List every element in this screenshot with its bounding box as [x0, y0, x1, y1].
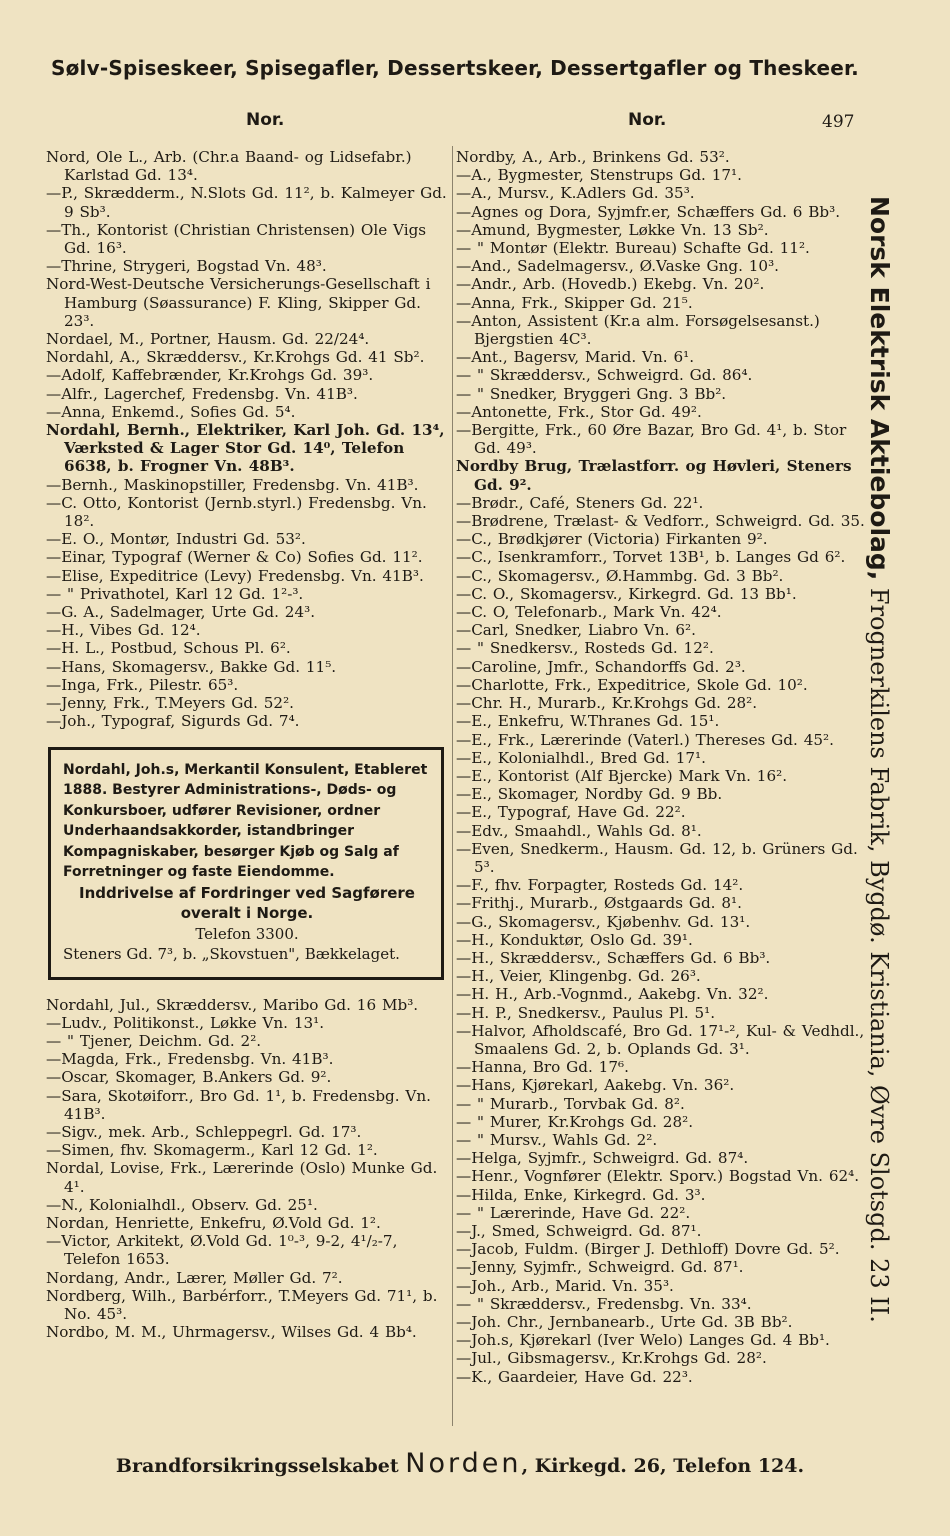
vertical-side-advert — [862, 196, 896, 1323]
list-item: —C., Brødkjører (Victoria) Firkanten 9². — [456, 530, 768, 549]
list-item: — " Murer, Kr.Krohgs Gd. 28². — [456, 1112, 694, 1131]
top-advert-banner: Sølv-Spiseskeer, Spisegafler, Dessertskeer, Dessertgafler og Theskeer. — [51, 56, 859, 80]
list-item: —Anna, Enkemd., Sofies Gd. 5⁴. — [46, 402, 296, 421]
list-item: —K., Gaardeier, Have Gd. 22³. — [456, 1367, 693, 1386]
list-item-bold: Nordahl, Bernh., Elektriker, Karl Joh. Gd. 13⁴, Værksted & Lager Stor Gd. 14⁰, Telefon 6638, b. Frogner Vn. 48B³. — [46, 421, 445, 476]
right-column — [456, 148, 866, 1386]
list-item: —Joh. Chr., Jernbanearb., Urte Gd. 3B Bb². — [456, 1313, 793, 1331]
list-item: —Simen, fhv. Skomagerm., Karl 12 Gd. 1². — [46, 1141, 378, 1160]
list-item: —H., Vibes Gd. 12⁴. — [46, 621, 201, 640]
list-item: —Adolf, Kaffebrænder, Kr.Krohgs Gd. 39³. — [46, 366, 374, 385]
list-item: — " Snedkersv., Rosteds Gd. 12². — [456, 639, 714, 658]
list-item: —Hans, Skomagersv., Bakke Gd. 11⁵. — [46, 657, 337, 676]
list-item: —Alfr., Lagerchef, Fredensbg. Vn. 41B³. — [46, 384, 358, 403]
list-item: —Bergitte, Frk., 60 Øre Bazar, Bro Gd. 4¹, b. Stor Gd. 49³. — [456, 421, 847, 458]
list-item: — " Tjener, Deichm. Gd. 2². — [46, 1031, 262, 1050]
advertisement-box — [48, 747, 444, 980]
list-item: —Jacob, Fuldm. (Birger J. Dethloff) Dovre Gd. 5². — [456, 1240, 840, 1259]
list-item: Nord-West-Deutsche Versicherungs-Gesellschaft i Hamburg (Søassurance) F. Kling, Skipper Gd. 23³. — [46, 275, 431, 330]
list-item: —Jul., Gibsmagersv., Kr.Krohgs Gd. 28². — [456, 1349, 767, 1368]
left-column-heading: Nor. — [246, 110, 285, 130]
list-item: — " Murarb., Torvbak Gd. 8². — [456, 1094, 685, 1113]
page-number: 497 — [822, 112, 855, 132]
list-item: —Oscar, Skomager, B.Ankers Gd. 9². — [46, 1068, 332, 1087]
list-item: —H., Veier, Klingenbg. Gd. 26³. — [456, 967, 701, 986]
list-item: —E., Enkefru, W.Thranes Gd. 15¹. — [456, 712, 720, 731]
list-item: —Thrine, Strygeri, Bogstad Vn. 48³. — [46, 257, 327, 276]
list-item: Nordan, Henriette, Enkefru, Ø.Vold Gd. 1². — [46, 1213, 381, 1232]
list-item: Nordby, A., Arb., Brinkens Gd. 53². — [456, 148, 730, 166]
footer-suffix: , Kirkegd. 26, Telefon 124. — [521, 1455, 805, 1477]
list-item: —Antonette, Frk., Stor Gd. 49². — [456, 402, 702, 421]
list-item: —Magda, Frk., Fredensbg. Vn. 41B³. — [46, 1050, 334, 1069]
list-item: —Halvor, Afholdscafé, Bro Gd. 17¹-², Kul- & Vedhdl., Smaalens Gd. 2, b. Oplands Gd. 3¹. — [456, 1021, 865, 1058]
list-item: —Even, Snedkerm., Hausm. Gd. 12, b. Grüners Gd. 5³. — [456, 839, 858, 876]
list-item: — " Montør (Elektr. Bureau) Schafte Gd. 11². — [456, 239, 810, 258]
list-item: — " Mursv., Wahls Gd. 2². — [456, 1130, 658, 1149]
list-item: Nord, Ole L., Arb. (Chr.a Baand- og Lidsefabr.) Karlstad Gd. 13⁴. — [46, 148, 412, 185]
list-item: —G. A., Sadelmager, Urte Gd. 24³. — [46, 603, 316, 622]
list-item: —C., Isenkramforr., Torvet 13B¹, b. Langes Gd 6². — [456, 548, 846, 567]
column-divider — [452, 146, 453, 1426]
list-item: —N., Kolonialhdl., Observ. Gd. 25¹. — [46, 1195, 318, 1214]
list-item: —Anna, Frk., Skipper Gd. 21⁵. — [456, 293, 693, 312]
list-item: —Joh.s, Kjørekarl (Iver Welo) Langes Gd. 4 Bb¹. — [456, 1331, 830, 1350]
list-item: —Caroline, Jmfr., Schandorffs Gd. 2³. — [456, 657, 746, 676]
list-item: —H., Skræddersv., Schæffers Gd. 6 Bb³. — [456, 948, 771, 967]
list-item: —H. L., Postbud, Schous Pl. 6². — [46, 639, 291, 658]
list-item: —F., fhv. Forpagter, Rosteds Gd. 14². — [456, 876, 744, 895]
list-item: —Jenny, Syjmfr., Schweigrd. Gd. 87¹. — [456, 1258, 744, 1277]
list-item: Nordal, Lovise, Frk., Lærerinde (Oslo) Munke Gd. 4¹. — [46, 1159, 438, 1196]
list-item: —Brødrene, Trælast- & Vedforr., Schweigrd. Gd. 35. — [456, 512, 865, 531]
list-item: —C. Otto, Kontorist (Jernb.styrl.) Fredensbg. Vn. 18². — [46, 493, 427, 531]
list-item: —A., Bygmester, Stenstrups Gd. 17¹. — [456, 166, 742, 185]
list-item: Nordberg, Wilh., Barbérforr., T.Meyers Gd. 71¹, b. No. 45³. — [46, 1286, 438, 1323]
list-item: —Elise, Expeditrice (Levy) Fredensbg. Vn. 41B³. — [46, 566, 424, 585]
list-item: —Charlotte, Frk., Expeditrice, Skole Gd. 10². — [456, 675, 808, 694]
advertisement-body: Nordahl, Joh.s, Merkantil Konsulent, Etableret 1888. Bestyrer Administrations-, Døds- og Konkursboer, udfører Revisioner, ordner Underhaandsakkorder, istandbringer Kompagniskaber, besørger Kjøb og Salg af Forretninger og faste Eiendomme. — [63, 761, 428, 880]
list-item: —C. O, Telefonarb., Mark Vn. 42⁴. — [456, 603, 722, 622]
footer-prefix: Brandforsikringsselskabet — [115, 1455, 399, 1477]
list-item: —Henr., Vognfører (Elektr. Sporv.) Bogstad Vn. 62⁴. — [456, 1167, 860, 1186]
bottom-advert-banner — [40, 1448, 880, 1479]
list-item: Nordahl, Jul., Skræddersv., Maribo Gd. 16 Mb³. — [46, 995, 419, 1014]
list-item: — " Snedker, Bryggeri Gng. 3 Bb². — [456, 384, 727, 403]
list-item: —Joh., Typograf, Sigurds Gd. 7⁴. — [46, 712, 300, 731]
list-item-bold: Nordby Brug, Trælastforr. og Høvleri, Steners Gd. 9². — [456, 457, 852, 494]
list-item: —Ludv., Politikonst., Løkke Vn. 13¹. — [46, 1013, 325, 1032]
list-item: —Andr., Arb. (Hovedb.) Ekebg. Vn. 20². — [456, 275, 765, 294]
list-item: —Sigv., mek. Arb., Schleppegrl. Gd. 17³. — [46, 1122, 362, 1141]
list-item: —E., Kolonialhdl., Bred Gd. 17¹. — [456, 748, 706, 767]
list-item: Nordahl, A., Skræddersv., Kr.Krohgs Gd. 41 Sb². — [46, 348, 425, 367]
list-item: —Einar, Typograf (Werner & Co) Sofies Gd. 11². — [46, 548, 423, 567]
list-item: —Carl, Snedker, Liabro Vn. 6². — [456, 621, 696, 640]
footer-company-name: Norden — [405, 1448, 522, 1479]
list-item: —Ant., Bagersv, Marid. Vn. 6¹. — [456, 348, 695, 367]
list-item: Nordbo, M. M., Uhrmagersv., Wilses Gd. 4 Bb⁴. — [46, 1323, 417, 1342]
list-item: —Anton, Assistent (Kr.a alm. Forsøgelsesanst.) Bjergstien 4C³. — [456, 311, 820, 349]
list-item: —Victor, Arkitekt, Ø.Vold Gd. 1⁰-³, 9-2, 4¹/₂-7, Telefon 1653. — [46, 1232, 398, 1269]
list-item: —H., Konduktør, Oslo Gd. 39¹. — [456, 930, 693, 949]
list-item: — " Lærerinde, Have Gd. 22². — [456, 1203, 691, 1222]
list-item: —Brødr., Café, Steners Gd. 22¹. — [456, 493, 704, 512]
list-item: —E., Typograf, Have Gd. 22². — [456, 803, 686, 822]
list-item: —Chr. H., Murarb., Kr.Krohgs Gd. 28². — [456, 694, 758, 713]
advertisement-collection-line: Inddrivelse af Fordringer ved Sagførere overalt i Norge. — [79, 883, 415, 922]
list-item: —E., Frk., Lærerinde (Vaterl.) Thereses Gd. 45². — [456, 730, 834, 749]
side-advert-company: Norsk Elektrisk Aktiebolag, — [865, 196, 894, 581]
list-item: —H. H., Arb.-Vognmd., Aakebg. Vn. 32². — [456, 985, 769, 1004]
list-item: —Th., Kontorist (Christian Christensen) Ole Vigs Gd. 16³. — [46, 220, 427, 258]
list-item: Nordang, Andr., Lærer, Møller Gd. 7². — [46, 1268, 343, 1287]
list-item: —E. O., Montør, Industri Gd. 53². — [46, 530, 306, 549]
list-item: —Sara, Skotøiforr., Bro Gd. 1¹, b. Fredensbg. Vn. 41B³. — [46, 1086, 432, 1123]
list-item: —Edv., Smaahdl., Wahls Gd. 8¹. — [456, 821, 702, 840]
list-item: — " Privathotel, Karl 12 Gd. 1²-³. — [46, 584, 304, 603]
list-item: —P., Skrædderm., N.Slots Gd. 11², b. Kalmeyer Gd. 9 Sb³. — [46, 184, 447, 221]
list-item: —Helga, Syjmfr., Schweigrd. Gd. 87⁴. — [456, 1149, 749, 1168]
list-item: —J., Smed, Schweigrd. Gd. 87¹. — [456, 1221, 702, 1240]
list-item: —G., Skomagersv., Kjøbenhv. Gd. 13¹. — [456, 912, 751, 931]
list-item: —H. P., Snedkersv., Paulus Pl. 5¹. — [456, 1003, 716, 1022]
list-item: —Agnes og Dora, Syjmfr.er, Schæffers Gd. 6 Bb³. — [456, 202, 841, 221]
list-item: Nordael, M., Portner, Hausm. Gd. 22/24⁴. — [46, 330, 370, 349]
list-item: —Bernh., Maskinopstiller, Fredensbg. Vn. 41B³. — [46, 475, 419, 494]
list-item: —Jenny, Frk., T.Meyers Gd. 52². — [46, 694, 294, 713]
advertisement-address: Steners Gd. 7³, b. „Skovstuen", Bækkelaget. — [63, 945, 400, 963]
list-item: — " Skræddersv., Schweigrd. Gd. 86⁴. — [456, 366, 753, 385]
list-item: — " Skræddersv., Fredensbg. Vn. 33⁴. — [456, 1294, 752, 1313]
list-item: —C., Skomagersv., Ø.Hammbg. Gd. 3 Bb². — [456, 566, 784, 585]
list-item: —Frithj., Murarb., Østgaards Gd. 8¹. — [456, 894, 742, 913]
list-item: —Hilda, Enke, Kirkegrd. Gd. 3³. — [456, 1185, 706, 1204]
list-item: —Joh., Arb., Marid. Vn. 35³. — [456, 1276, 674, 1295]
left-column — [46, 148, 450, 1341]
list-item: —Hanna, Bro Gd. 17⁶. — [456, 1058, 629, 1077]
advertisement-phone: Telefon 3300. — [195, 924, 299, 943]
list-item: —And., Sadelmagersv., Ø.Vaske Gng. 10³. — [456, 257, 780, 276]
list-item: —C. O., Skomagersv., Kirkegrd. Gd. 13 Bb¹. — [456, 584, 797, 603]
list-item: —Amund, Bygmester, Løkke Vn. 13 Sb². — [456, 220, 769, 239]
list-item: —A., Mursv., K.Adlers Gd. 35³. — [456, 184, 695, 203]
list-item: —E., Skomager, Nordby Gd. 9 Bb. — [456, 785, 723, 804]
list-item: —Hans, Kjørekarl, Aakebg. Vn. 36². — [456, 1076, 735, 1095]
list-item: —E., Kontorist (Alf Bjercke) Mark Vn. 16². — [456, 766, 788, 785]
list-item: —Inga, Frk., Pilestr. 65³. — [46, 675, 239, 694]
side-advert-address: Frognerkilens Fabrik, Bygdø. Kristiania, Øvre Slotsgd. 23 II. — [865, 580, 893, 1323]
right-column-heading: Nor. — [628, 110, 667, 130]
